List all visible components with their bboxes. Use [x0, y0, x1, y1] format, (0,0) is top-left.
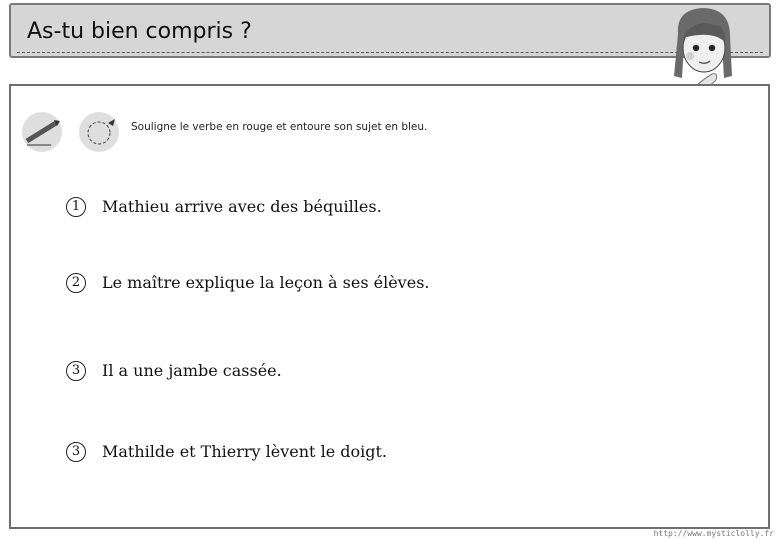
exercise-sentence: Le maître explique la leçon à ses élèves.: [102, 273, 430, 292]
page-title: As-tu bien compris ?: [27, 19, 252, 44]
item-number-badge: 3: [66, 361, 86, 381]
pencil-underline-icon: [21, 111, 63, 153]
item-number-badge: 1: [66, 197, 86, 217]
instruction-text: Souligne le verbe en rouge et entoure son sujet en bleu.: [131, 121, 428, 133]
exercise-sentence: Mathieu arrive avec des béquilles.: [102, 197, 382, 216]
circle-marker-icon: [78, 111, 120, 153]
item-number-badge: 2: [66, 273, 86, 293]
title-banner: [9, 3, 771, 58]
footer-url: http://www.mysticlolly.fr: [653, 529, 774, 538]
item-number-badge: 3: [66, 442, 86, 462]
exercise-sentence: Il a une jambe cassée.: [102, 361, 282, 380]
exercise-sentence: Mathilde et Thierry lèvent le doigt.: [102, 442, 387, 461]
